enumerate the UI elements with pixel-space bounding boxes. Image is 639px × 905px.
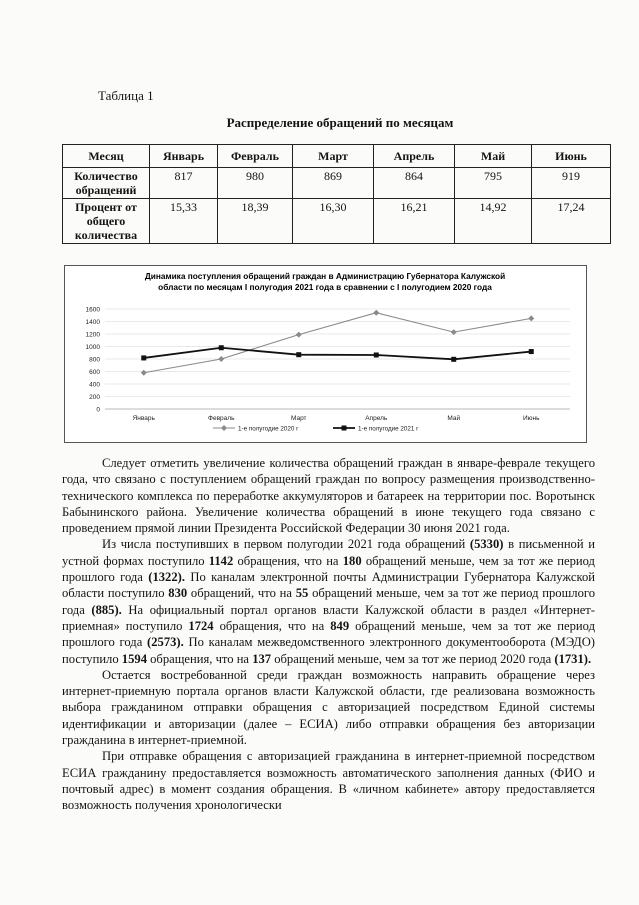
header-cell: Май [455,145,532,168]
bold-figure: 180 [342,553,362,568]
data-point [141,370,147,376]
table-cell: 980 [218,168,293,199]
table-cell: 864 [374,168,455,199]
data-point [528,315,534,321]
text-run: Из числа поступивших в первом полугодии 2021 года обращений [102,537,470,552]
header-cell: Февраль [218,145,293,168]
y-tick-label: 1400 [85,318,100,326]
row-label-count: Количество обращений [63,168,150,199]
header-month: Месяц [63,145,150,168]
legend-marker [221,425,227,431]
text-run: Остается востребованной среди граждан возможность направить обращение через интернет-приемную портала органов власти Калужской области, где реализована возможность выбора гражданином отправки обращения с авторизацией посредством Единой системы идентификации и авторизации (далее – ЕСИА) либо отправки обращения без авторизации гражданина в интернет-приемной. [62,667,595,748]
data-point [141,355,146,360]
x-tick-label: Июнь [522,415,540,422]
row-label-percent: Процент от общего количества [63,199,150,244]
body-text [62,455,595,814]
appeals-line-chart [64,265,587,443]
header-cell: Апрель [374,145,455,168]
text-run: обращения, что на [233,553,343,568]
chart-title-line1: Динамика поступления обращений граждан в Администрацию Губернатора Калужской [144,271,506,281]
table-caption: Таблица 1 [98,88,154,103]
bold-figure: 849 [330,618,350,633]
data-point [451,357,456,362]
x-tick-label: Апрель [365,415,388,422]
table-cell: 17,24 [532,199,611,244]
table-cell: 919 [532,168,611,199]
x-tick-label: Март [290,415,307,422]
bold-figure: 830 [168,586,188,601]
table-cell: 18,39 [218,199,293,244]
y-tick-label: 1000 [85,343,100,351]
y-tick-label: 400 [89,381,100,389]
x-tick-label: Февраль [208,415,235,422]
y-tick-label: 200 [89,393,100,401]
data-point [218,356,224,362]
text-run: в письменной и устной формах поступило [62,537,595,568]
bold-figure: (2573). [147,635,184,650]
table-cell: 869 [293,168,374,199]
data-point [296,332,302,338]
text-run: Следует отметить увеличение количества обращений граждан в январе-феврале текущего года, что связано с поступлением обращений граждан по вопросу размещения производственно-технического комплекса по переработке аккумуляторов и батареек на территории пос. Воротынск Бабынинского района. Увеличение количества обращений в июне текущего года связано с проведением прямой линии Президента Российской Федерации 30 июня 2021 года. [62,456,595,536]
y-tick-label: 0 [96,406,100,414]
legend-label: 1-е полугодие 2020 г [238,425,299,433]
y-tick-label: 800 [89,356,100,364]
table-title: Распределение обращений по месяцам [226,115,454,130]
text-run: обращений меньше, чем за тот же период прошлого года [62,586,596,617]
text-run: обращения, что на [146,651,253,666]
x-tick-label: Май [447,415,461,422]
bold-figure: 1594 [121,651,147,666]
table-row [63,199,611,244]
header-cell: Июнь [532,145,611,168]
chart-title-line2: области по месяцам I полугодия 2021 года в сравнении с I полугодием 2020 года [158,282,492,292]
text-run: По каналам электронной почты Администрации Губернатора Калужской области поступило [62,570,596,601]
text-run: По каналам межведомственного электронного документооборота (МЭДО) поступило [62,635,596,666]
y-tick-label: 1200 [85,331,100,339]
data-point [219,345,224,350]
bold-figure: (1731). [554,651,592,666]
bold-figure: (885). [91,602,122,617]
paragraph [62,536,595,666]
table-header-row [63,145,611,168]
header-cell: Январь [150,145,218,168]
bold-figure: 55 [295,586,309,601]
table-row [63,168,611,199]
table-cell: 16,21 [374,199,455,244]
bold-figure: (1322). [148,570,185,585]
data-point [296,352,301,357]
y-tick-label: 600 [89,368,100,376]
paragraph [62,748,595,813]
paragraph [62,455,595,536]
x-tick-label: Январь [132,415,155,422]
text-run: обращений меньше, чем за тот же период прошлого года [62,618,595,650]
text-run: обращения, что на [213,618,331,633]
text-run: обращений меньше, чем за тот же период прошлого года [62,553,595,585]
data-point [529,349,534,354]
legend-label: 1-е полугодие 2021 г [358,425,419,433]
table-cell: 15,33 [150,199,218,244]
paragraph [62,667,595,748]
data-point [373,310,379,316]
y-tick-label: 1600 [85,306,100,314]
text-run: На официальный портал органов власти Калужской области в раздел «Интернет-приемная» поступило [62,602,595,633]
header-cell: Март [293,145,374,168]
bold-figure: 1142 [208,553,234,568]
legend-marker [342,426,347,431]
table-cell: 16,30 [293,199,374,244]
text-run: обращений меньше, чем за тот же период 2020 года [271,651,555,666]
monthly-appeals-table [62,144,611,244]
table-cell: 817 [150,168,218,199]
table-cell: 14,92 [455,199,532,244]
text-run: обращений, что на [187,586,296,601]
text-run: При отправке обращения с авторизацией гражданина в интернет-приемной посредством ЕСИА гражданину предоставляется возможность автоматического заполнения данных (ФИО и почтовый адрес) в момент создания обращения. В «личном кабинете» автору предоставляется возможность получения хронологически [62,749,595,813]
chart-canvas [65,266,586,442]
bold-figure: (5330) [469,537,504,552]
bold-figure: 137 [252,651,272,666]
table-cell: 795 [455,168,532,199]
data-point [374,353,379,358]
series-line [144,348,532,360]
bold-figure: 1724 [188,618,214,633]
